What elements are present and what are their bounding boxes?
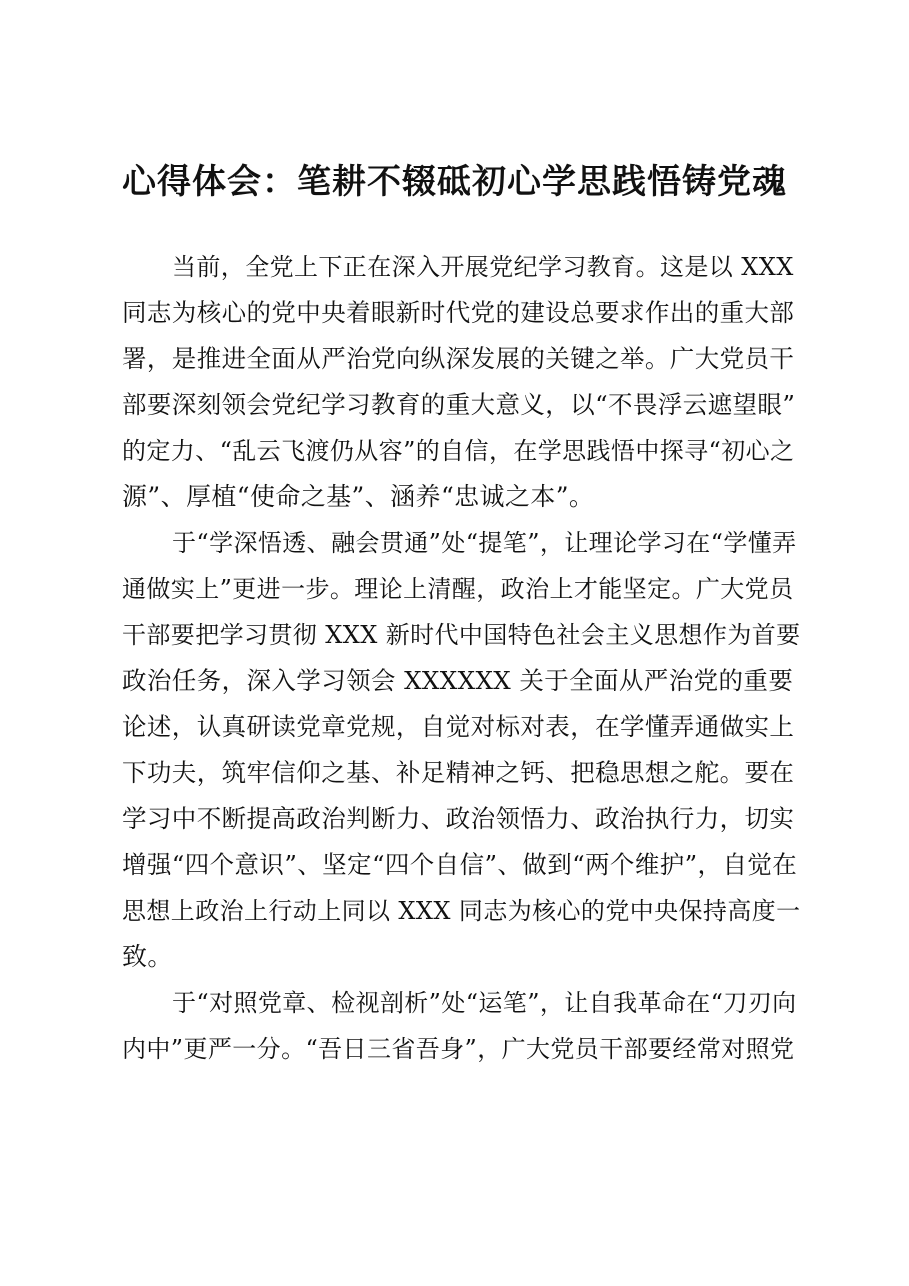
paragraph-2-line-4: 政治任务，深入学习领会 XXXXXX 关于全面从严治党的重要 — [122, 666, 794, 695]
paragraph-2-line-7: 学习中不断提高政治判断力、政治领悟力、政治执行力，切实 — [122, 804, 795, 833]
paragraph-2-line-1: 于“学深悟透、融会贯通”处“提笔”，让理论学习在“学懂弄 — [172, 529, 797, 557]
paragraph-1-line-6: 源”、厚植“使命之基”、涵养“忠诚之本”。 — [122, 482, 595, 511]
paragraph-1-line-4: 部要深刻领会党纪学习教育的重大意义，以“不畏浮云遮望眼” — [122, 390, 796, 419]
document-title: 心得体会：笔耕不辍砥初心学思践悟铸党魂 — [122, 162, 787, 202]
paragraph-2-line-3: 干部要把学习贯彻 XXX 新时代中国特色社会主义思想作为首要 — [122, 621, 801, 649]
paragraph-1-line-5: 的定力、“乱云飞渡仍从容”的自信，在学思践悟中探寻“初心之 — [122, 437, 795, 465]
paragraph-1-line-2: 同志为核心的党中央着眼新时代党的建设总要求作出的重大部 — [122, 298, 795, 327]
paragraph-3-line-1: 于“对照党章、检视剖析”处“运笔”，让自我革命在“刀刃向 — [172, 989, 797, 1017]
document-body — [122, 244, 802, 1072]
paragraph-2-line-9: 思想上政治上行动上同以 XXX 同志为核心的党中央保持高度一 — [122, 897, 801, 925]
paragraph-2-line-5: 论述，认真研读党章党规，自觉对标对表，在学懂弄通做实上 — [122, 712, 795, 741]
paragraph-1-line-1: 当前，全党上下正在深入开展党纪学习教育。这是以 XXX — [172, 253, 794, 281]
paragraph-2-line-8: 增强“四个意识”、坚定“四个自信”、做到“两个维护”，自觉在 — [122, 850, 798, 879]
paragraph-1-line-3: 署，是推进全面从严治党向纵深发展的关键之举。广大党员干 — [122, 344, 795, 373]
paragraph-3-line-2: 内中”更严一分。“吾日三省吾身”，广大党员干部要经常对照党 — [122, 1035, 795, 1063]
paragraph-2-line-6: 下功夫，筑牢信仰之基、补足精神之钙、把稳思想之舵。要在 — [122, 758, 795, 787]
paragraph-2-line-2: 通做实上”更进一步。理论上清醒，政治上才能坚定。广大党员 — [122, 575, 794, 603]
paragraph-2-line-10: 致。 — [122, 942, 173, 971]
